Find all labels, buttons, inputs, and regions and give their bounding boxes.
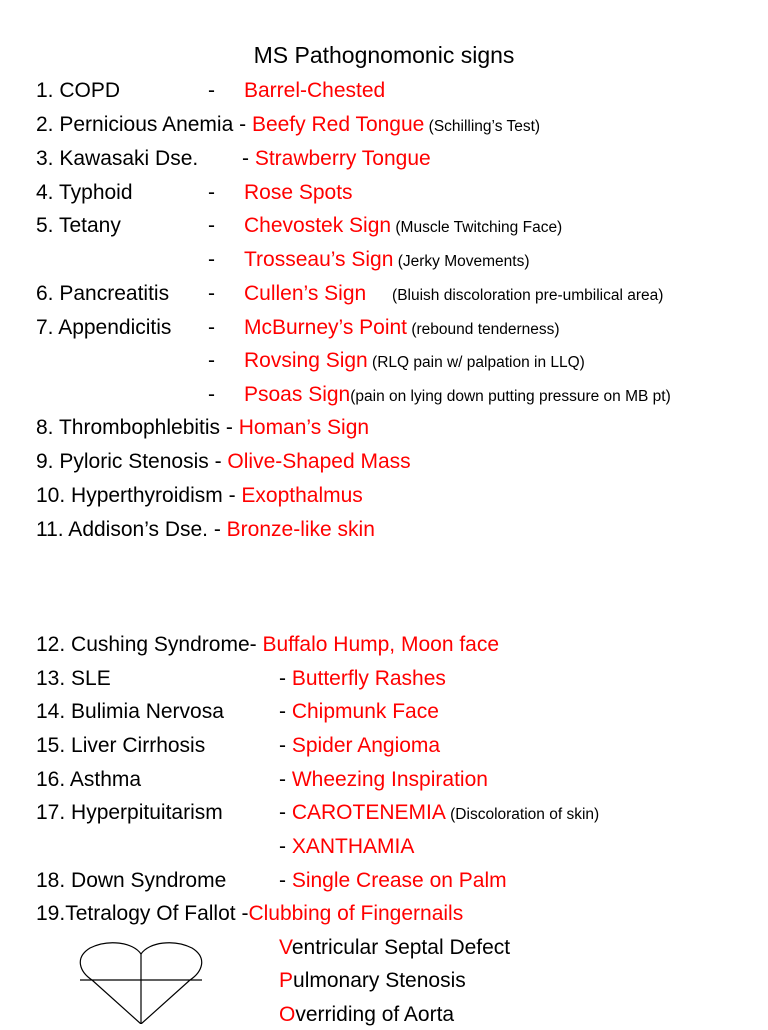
sign-row (36, 697, 768, 727)
condition-label: 18. Down Syndrome (36, 869, 227, 892)
pathognomonic-sign: Homan’s Sign (238, 416, 370, 439)
pathognomonic-sign: CAROTENEMIA (291, 801, 446, 824)
sign-note: (rebound tenderness) (407, 321, 560, 338)
pathognomonic-sign: Exopthalmus (241, 484, 363, 507)
sign-row (36, 346, 768, 376)
pathognomonic-sign: Strawberry Tongue (254, 147, 431, 170)
separator-dash: - (208, 79, 215, 102)
pathognomonic-sign: Rose Spots (244, 181, 353, 204)
sign-row (36, 245, 768, 275)
sign-cell (208, 245, 530, 275)
condition-label: 16. Asthma (36, 768, 142, 791)
sign-row (36, 380, 768, 410)
mnemonic-initial: P (279, 969, 294, 992)
separator-dash: - (279, 667, 292, 690)
separator-dash: - (279, 835, 292, 858)
document-title: MS Pathognomonic signs (253, 42, 515, 68)
condition-label: 6. Pancreatitis (36, 282, 170, 305)
pathognomonic-sign: Buffalo Hump, Moon face (262, 633, 500, 656)
pathognomonic-sign: Butterfly Rashes (291, 667, 446, 690)
condition-label: 5. Tetany (36, 214, 121, 237)
separator-dash: - (241, 902, 249, 925)
pathognomonic-sign: XANTHAMIA (291, 835, 415, 858)
tof-component (279, 933, 759, 963)
sign-note: (Bluish discoloration pre-umbilical area) (366, 287, 664, 304)
row-line (36, 515, 375, 545)
condition-label: 2. Pernicious Anemia - (36, 113, 252, 136)
sign-cell (242, 144, 431, 174)
separator-dash: - (208, 282, 215, 305)
tof-component (279, 1000, 759, 1030)
pathognomonic-sign: Rovsing Sign (RLQ pain w/ palpation in LLQ) (244, 349, 585, 372)
sign-row (36, 76, 768, 106)
pathognomonic-sign: Clubbing of Fingernails (248, 902, 464, 925)
pathognomonic-sign: Psoas Sign(pain on lying down putting pressure on MB pt) (244, 383, 671, 406)
sign-cell (208, 211, 563, 241)
condition-label: 7. Appendicitis (36, 316, 172, 339)
sign-row (36, 313, 768, 343)
pathognomonic-sign: Spider Angioma (291, 734, 441, 757)
sign-row (36, 664, 768, 694)
condition-label: 13. SLE (36, 667, 111, 690)
sign-row (36, 110, 768, 140)
pathognomonic-sign: Chipmunk Face (291, 700, 439, 723)
condition-label: 19.Tetralogy Of Fallot (36, 902, 242, 925)
sign-row (36, 899, 768, 929)
heart-diagram (78, 942, 204, 1024)
row-line (36, 413, 369, 443)
separator-dash: - (279, 734, 292, 757)
row-line (36, 110, 540, 142)
pathognomonic-sign: Wheezing Inspiration (291, 768, 488, 791)
sign-row (36, 178, 768, 208)
condition-label: 4. Typhoid (36, 181, 133, 204)
sign-cell (279, 832, 414, 862)
component-text: verriding of Aorta (295, 1003, 455, 1026)
sign-note: (Schilling’s Test) (424, 118, 541, 135)
separator-dash: - (279, 869, 292, 892)
pathognomonic-sign: McBurney’s Point (rebound tenderness) (244, 316, 560, 339)
sign-cell (279, 765, 488, 795)
sign-cell (208, 346, 585, 376)
sign-cell (279, 798, 599, 830)
condition-label: 17. Hyperpituitarism (36, 801, 223, 824)
sign-cell (279, 664, 446, 694)
sign-row (36, 798, 768, 828)
sign-cell (208, 380, 671, 410)
sign-row (36, 279, 768, 309)
pathognomonic-sign: Beefy Red Tongue (251, 113, 425, 136)
sign-note: (RLQ pain w/ palpation in LLQ) (367, 354, 585, 371)
row-line (36, 899, 463, 929)
row-line (36, 447, 411, 477)
separator-dash: - (208, 248, 215, 271)
sign-row (36, 832, 768, 862)
sign-note: (pain on lying down putting pressure on MB pt) (350, 388, 671, 405)
separator-dash: - (208, 383, 215, 406)
sign-cell (279, 731, 440, 761)
sign-note: (Muscle Twitching Face) (391, 219, 563, 236)
condition-label: 9. Pyloric Stenosis - (36, 450, 228, 473)
separator-dash: - (208, 181, 215, 204)
sign-row (36, 515, 768, 545)
sign-row (36, 765, 768, 795)
condition-label: 10. Hyperthyroidism - (36, 484, 242, 507)
row-line (36, 630, 499, 660)
sign-cell (279, 866, 507, 896)
tof-component (279, 966, 759, 996)
condition-label: 8. Thrombophlebitis - (36, 416, 239, 439)
sign-row (36, 211, 768, 241)
row-line (36, 481, 363, 511)
mnemonic-initial: V (279, 936, 292, 959)
condition-label: 12. Cushing Syndrome- (36, 633, 263, 656)
sign-row (36, 447, 768, 477)
separator-dash: - (242, 147, 255, 170)
separator-dash: - (208, 349, 215, 372)
mnemonic-initial: O (279, 1003, 296, 1026)
pathognomonic-sign: Cullen’s Sign (Bluish discoloration pre-umbilical area) (244, 282, 664, 305)
sign-row (36, 731, 768, 761)
sign-note: (Discoloration of skin) (445, 806, 600, 823)
condition-label: 15. Liver Cirrhosis (36, 734, 206, 757)
pathognomonic-sign: Single Crease on Palm (291, 869, 507, 892)
sign-note: (Jerky Movements) (393, 253, 530, 270)
separator-dash: - (279, 768, 292, 791)
condition-label: 14. Bulimia Nervosa (36, 700, 224, 723)
sign-cell (208, 178, 353, 208)
pathognomonic-sign: Olive-Shaped Mass (227, 450, 411, 473)
separator-dash: - (279, 801, 292, 824)
separator-dash: - (279, 700, 292, 723)
pathognomonic-sign: Chevostek Sign (Muscle Twitching Face) (244, 214, 563, 237)
component-text: ulmonary Stenosis (293, 969, 466, 992)
condition-label: 3. Kawasaki Dse. (36, 147, 199, 170)
separator-dash: - (208, 316, 215, 339)
pathognomonic-sign: Bronze-like skin (226, 518, 375, 541)
pathognomonic-sign: Barrel-Chested (244, 79, 386, 102)
pathognomonic-sign: Trosseau’s Sign (Jerky Movements) (244, 248, 530, 271)
sign-cell (208, 313, 560, 343)
condition-label: 1. COPD (36, 79, 121, 102)
sign-row (36, 144, 768, 174)
sign-cell (279, 697, 439, 727)
sign-row (36, 630, 768, 660)
sign-row (36, 481, 768, 511)
sign-cell (208, 76, 386, 106)
sign-row (36, 866, 768, 896)
separator-dash: - (208, 214, 215, 237)
condition-label: 11. Addison’s Dse. - (36, 518, 227, 541)
component-text: entricular Septal Defect (291, 936, 511, 959)
sign-row (36, 413, 768, 443)
sign-cell (208, 279, 664, 309)
